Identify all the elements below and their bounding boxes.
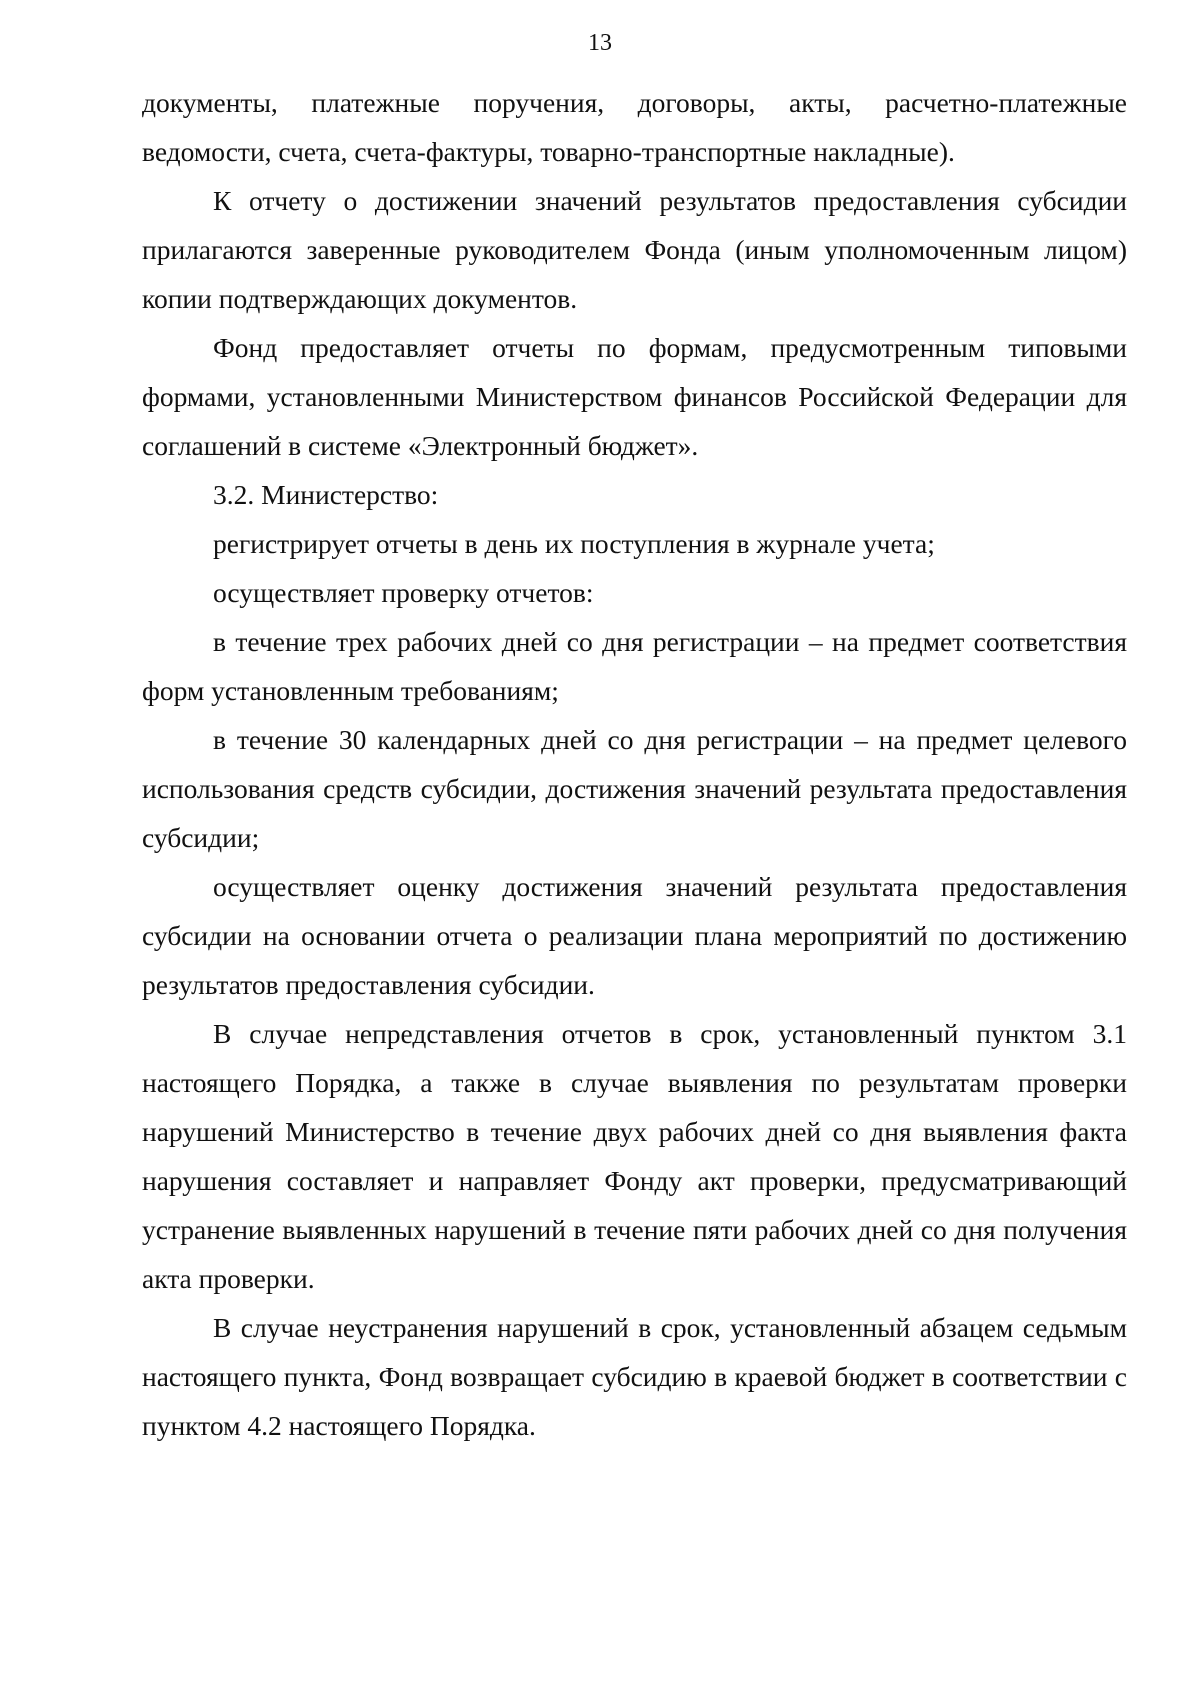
paragraph-continuation: документы, платежные поручения, договоры, акты, расчетно-платежные ведомости, счета, счета-фактуры, товарно-транспортные накладные). bbox=[142, 87, 1127, 167]
paragraph-non-elimination: В случае неустранения нарушений в срок, установленный абзацем седьмым настоящего пункта, Фонд возвращает субсидию в краевой бюджет в соответствии с пунктом 4.2 настоящего Порядка. bbox=[142, 1312, 1127, 1441]
paragraph-report-forms: Фонд предоставляет отчеты по формам, предусмотренным типовыми формами, установленными Министерством финансов Российской Федерации для соглашений в системе «Электронный бюджет». bbox=[142, 332, 1127, 461]
paragraph-report-attachments: К отчету о достижении значений результатов предоставления субсидии прилагаются заверенные руководителем Фонда (иным уполномоченным лицом) копии подтверждающих документов. bbox=[142, 185, 1127, 314]
paragraph-section-3-2-heading: 3.2. Министерство: bbox=[213, 479, 439, 510]
paragraph-non-submission: В случае непредставления отчетов в срок, установленный пунктом 3.1 настоящего Порядка, а также в случае выявления по результатам проверки нарушений Министерство в течение двух рабочих дней со дня выявления факта нарушения составляет и направляет Фонду акт проверки, предусматривающий устранение выявленных нарушений в течение пяти рабочих дней со дня получения акта проверки. bbox=[142, 1018, 1127, 1294]
paragraph-three-day-check: в течение трех рабочих дней со дня регистрации – на предмет соответствия форм установленным требованиям; bbox=[142, 626, 1127, 706]
paragraph-checks-reports: осуществляет проверку отчетов: bbox=[213, 577, 594, 608]
page-number: 13 bbox=[588, 30, 612, 56]
document-body bbox=[142, 78, 1127, 1450]
paragraph-registers-reports: регистрирует отчеты в день их поступления в журнале учета; bbox=[213, 528, 935, 559]
paragraph-assessment: осуществляет оценку достижения значений результата предоставления субсидии на основании отчета о реализации плана мероприятий по достижению результатов предоставления субсидии. bbox=[142, 871, 1127, 1000]
paragraph-thirty-day-check: в течение 30 календарных дней со дня регистрации – на предмет целевого использования средств субсидии, достижения значений результата предоставления субсидии; bbox=[142, 724, 1127, 853]
